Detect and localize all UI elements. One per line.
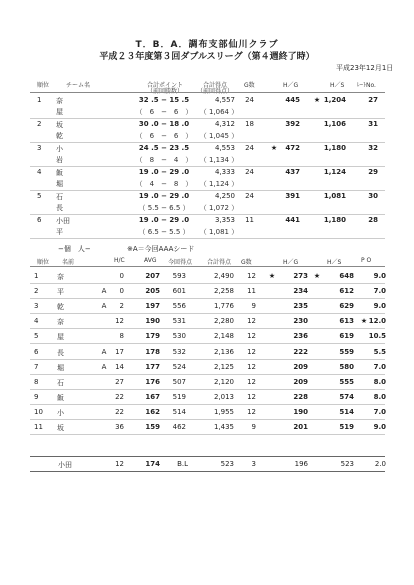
player-this-score: 524 — [172, 362, 186, 371]
player-total: 2,013 — [213, 392, 234, 401]
summary-row — [30, 456, 385, 472]
team-points: 24 .5 − 23 .5 — [138, 144, 190, 152]
player-avg: 167 — [145, 392, 160, 401]
col-rank-header: 順位 — [37, 82, 50, 89]
ind-col-total-header: 合計得点 — [207, 259, 232, 266]
team-games: 24 — [245, 168, 254, 176]
team-row-divider — [30, 142, 385, 143]
player-hg: 236 — [293, 332, 308, 341]
player-rank: 5 — [34, 332, 39, 341]
team-rate: 28 — [368, 216, 378, 224]
player-po: 12.0 — [368, 317, 386, 326]
player-rank: 2 — [34, 287, 39, 296]
team-prev-total: （ 1,134 ） — [199, 156, 239, 164]
player-row-divider — [30, 404, 385, 405]
page-title: T．B．A．調布支部仙川クラブ — [135, 40, 279, 50]
team-games: 18 — [245, 120, 254, 128]
team-player-2: 平 — [56, 228, 63, 236]
team-hg: 441 — [285, 216, 300, 224]
player-hs: 619 — [339, 332, 354, 341]
col-hg-header: H／G — [283, 82, 299, 89]
player-avg: 159 — [145, 423, 160, 431]
player-name: 長 — [57, 348, 64, 357]
team-rank: 4 — [37, 168, 42, 176]
page-subtitle: 平成２３年度第３回ダブルスリーグ（第４週終了時） — [99, 52, 315, 62]
player-hc: 14 — [115, 362, 124, 371]
team-games: 24 — [245, 192, 254, 200]
team-prev-total: （ 1,072 ） — [199, 204, 239, 212]
player-hs: 580 — [339, 362, 354, 371]
team-hs: 1,106 — [323, 120, 346, 128]
player-po: 9.0 — [373, 302, 386, 311]
player-hs-star: ★ — [313, 272, 321, 280]
player-hg: 222 — [293, 347, 308, 356]
team-total: 4,553 — [214, 144, 235, 152]
team-prev-wins: （ 8 − 4 ） — [135, 156, 193, 164]
team-player-1: 小 — [56, 145, 63, 153]
player-row-divider — [30, 374, 385, 375]
ind-col-hs-header: H／S — [327, 259, 342, 266]
player-hg: 230 — [293, 317, 308, 326]
player-hg: 190 — [293, 407, 308, 416]
col-points-header: 合計ポイント — [147, 82, 184, 89]
team-row-divider — [30, 166, 385, 167]
team-row-divider — [30, 238, 385, 239]
player-hc: 2 — [119, 302, 124, 311]
team-rate: 29 — [368, 168, 378, 176]
ind-col-hc-header: H/C — [114, 257, 125, 264]
team-points: 19 .0 − 29 .0 — [138, 192, 190, 200]
player-row-divider — [30, 419, 385, 420]
player-hg: 235 — [293, 302, 308, 311]
player-total: 2,136 — [213, 347, 234, 356]
player-games: 11 — [247, 287, 256, 296]
player-name: 屋 — [57, 333, 64, 342]
team-player-2: 岩 — [56, 156, 63, 164]
team-prev-wins: （ 6 − 6 ） — [135, 108, 193, 116]
player-name: 平 — [57, 288, 64, 297]
team-hs: 1,180 — [323, 144, 346, 152]
team-hg: 472 — [285, 144, 300, 152]
player-avg: 205 — [145, 287, 160, 296]
player-games: 9 — [251, 423, 256, 431]
player-games: 12 — [247, 407, 256, 416]
ind-col-this-header: 今回得点 — [168, 259, 193, 266]
player-row-divider — [30, 389, 385, 390]
team-row-divider — [30, 190, 385, 191]
player-avg: 162 — [145, 407, 160, 416]
col-hs-header: H／S — [330, 82, 345, 89]
col-prev-wins-header: （前回勝数） — [147, 88, 184, 95]
player-seed: A — [101, 347, 107, 356]
team-games: 24 — [245, 144, 254, 152]
player-hs: 519 — [339, 423, 354, 431]
ind-col-avg-header: AVG — [144, 257, 157, 264]
player-games: 12 — [247, 362, 256, 371]
team-rate: 27 — [368, 96, 378, 104]
team-prev-total: （ 1,045 ） — [199, 132, 239, 140]
player-rank: 3 — [34, 302, 39, 311]
player-seed: A — [101, 287, 107, 296]
player-total: 2,280 — [213, 317, 234, 326]
player-hc: 8 — [119, 332, 124, 341]
player-hg: 228 — [293, 392, 308, 401]
player-avg: 176 — [145, 377, 160, 386]
player-po: 7.0 — [373, 287, 386, 296]
team-rank: 1 — [37, 96, 42, 104]
team-rate: 31 — [368, 120, 378, 128]
player-this-score: 556 — [172, 302, 186, 311]
player-po: 7.0 — [373, 407, 386, 416]
team-prev-total: （ 1,081 ） — [199, 228, 239, 236]
col-total-header: 合計得点 — [203, 82, 228, 89]
player-rank: 11 — [34, 423, 43, 431]
player-po: 9.0 — [373, 423, 386, 431]
team-total: 4,312 — [214, 120, 235, 128]
player-avg: 177 — [145, 362, 160, 371]
player-this-score: 530 — [172, 332, 186, 341]
player-this-score: 507 — [172, 377, 186, 386]
col-games-header: G数 — [244, 82, 255, 89]
player-hs: 555 — [339, 377, 354, 386]
player-name: 堀 — [57, 363, 64, 372]
player-total: 2,258 — [213, 287, 234, 296]
player-this-score: 532 — [172, 347, 186, 356]
col-rate-header: ﾚｰﾄNo. — [357, 82, 376, 89]
ind-col-hg-header: H／G — [283, 259, 299, 266]
player-this-score: 519 — [172, 392, 186, 401]
summary-avg: 174 — [145, 460, 160, 468]
player-hg: 201 — [293, 423, 308, 431]
player-rank: 4 — [34, 317, 39, 326]
team-row-divider — [30, 118, 385, 119]
team-player-2: 乾 — [56, 132, 63, 140]
team-hg: 391 — [285, 192, 300, 200]
summary-this: B.L — [177, 460, 188, 468]
player-po: 8.0 — [373, 392, 386, 401]
player-this-score: 531 — [172, 317, 186, 326]
team-games: 24 — [245, 96, 254, 104]
player-hc: 27 — [115, 377, 124, 386]
player-name: 奈 — [57, 273, 64, 281]
player-hc: 22 — [115, 392, 124, 401]
team-player-2: 堀 — [56, 180, 63, 188]
team-prev-total: （ 1,124 ） — [199, 180, 239, 188]
team-player-1: 飯 — [56, 169, 63, 177]
player-this-score: 593 — [172, 272, 186, 280]
player-total: 2,148 — [213, 332, 234, 341]
player-po: 10.5 — [368, 332, 386, 341]
player-total: 1,955 — [213, 407, 234, 416]
player-name: 奈 — [57, 318, 64, 327]
player-hs: 612 — [339, 287, 354, 296]
col-prev-total-header: （前回得点） — [197, 88, 234, 95]
player-row-divider — [30, 343, 385, 344]
player-avg: 207 — [145, 272, 160, 280]
player-hg: 209 — [293, 377, 308, 386]
team-hs-star: ★ — [313, 96, 321, 104]
player-hs: 514 — [339, 407, 354, 416]
player-avg: 190 — [145, 317, 160, 326]
player-hs: 629 — [339, 302, 354, 311]
player-po: 5.5 — [373, 347, 386, 356]
player-this-score: 462 — [172, 423, 186, 431]
ind-col-rank-header: 順位 — [37, 259, 50, 266]
seed-note: ※A＝今回AAAシード — [127, 245, 195, 253]
player-hs: 574 — [339, 392, 354, 401]
team-total: 4,333 — [214, 168, 235, 176]
col-team-header: チーム名 — [66, 82, 91, 89]
team-player-1: 坂 — [56, 121, 63, 129]
summary-hg: 196 — [294, 460, 308, 468]
player-avg: 178 — [145, 347, 160, 356]
summary-name: 小田 — [58, 461, 72, 469]
player-po-star: ★ — [360, 317, 368, 326]
summary-po: 2.0 — [374, 460, 386, 468]
ind-col-games-header: G数 — [241, 259, 252, 266]
team-rank: 3 — [37, 144, 42, 152]
team-prev-total: （ 1,064 ） — [199, 108, 239, 116]
player-games: 12 — [247, 392, 256, 401]
player-total: 2,120 — [213, 377, 234, 386]
player-hs: 559 — [339, 347, 354, 356]
summary-total: 523 — [220, 460, 234, 468]
player-total: 1,776 — [213, 302, 234, 311]
player-hg: 234 — [293, 287, 308, 296]
player-rank: 6 — [34, 347, 39, 356]
player-name: 飯 — [57, 393, 64, 402]
player-hg-star: ★ — [268, 272, 276, 280]
team-total: 4,557 — [214, 96, 235, 104]
team-hg-star: ★ — [270, 144, 278, 152]
player-row-divider — [30, 359, 385, 360]
player-po: 9.0 — [373, 272, 386, 280]
team-total: 4,250 — [214, 192, 235, 200]
team-rate: 32 — [368, 144, 378, 152]
player-seed: A — [101, 302, 107, 311]
team-player-2: 長 — [56, 204, 63, 212]
team-hs: 1,124 — [323, 168, 346, 176]
player-name: 乾 — [57, 303, 64, 312]
player-this-score: 514 — [172, 407, 186, 416]
player-row-divider — [30, 434, 385, 435]
player-games: 12 — [247, 272, 256, 280]
player-hs: 613 — [339, 317, 354, 326]
ind-col-name-header: 名前 — [62, 259, 75, 266]
team-games: 11 — [245, 216, 254, 224]
player-total: 1,435 — [213, 423, 234, 431]
team-player-1: 石 — [56, 193, 63, 201]
player-name: 石 — [57, 378, 64, 387]
player-games: 12 — [247, 332, 256, 341]
team-rank: 6 — [37, 216, 42, 224]
team-player-1: 小田 — [56, 217, 70, 225]
team-hs: 1,204 — [323, 96, 346, 104]
team-rank: 5 — [37, 192, 42, 200]
team-rate: 30 — [368, 192, 378, 200]
player-hc: 0 — [119, 272, 124, 280]
team-rank: 2 — [37, 120, 42, 128]
ind-col-po-header: P O — [361, 257, 372, 264]
player-hg: 273 — [293, 272, 308, 280]
summary-hs: 523 — [340, 460, 354, 468]
team-prev-wins: （ 4 − 8 ） — [135, 180, 193, 188]
player-po: 8.0 — [373, 377, 386, 386]
team-player-1: 奈 — [56, 97, 63, 105]
player-games: 12 — [247, 347, 256, 356]
team-player-2: 屋 — [56, 108, 63, 116]
team-points: 32 .5 − 15 .5 — [138, 96, 190, 104]
team-prev-wins: （ 6.5 − 5.5 ） — [138, 228, 190, 236]
report-date: 平成23年12月1日 — [336, 64, 394, 72]
player-hc: 0 — [119, 287, 124, 296]
player-rank: 1 — [34, 272, 39, 280]
player-name: 坂 — [57, 424, 64, 432]
player-name: 小 — [57, 408, 64, 417]
team-total: 3,353 — [214, 216, 235, 224]
player-games: 12 — [247, 317, 256, 326]
player-hg: 209 — [293, 362, 308, 371]
player-avg: 197 — [145, 302, 160, 311]
player-rank: 10 — [34, 407, 43, 416]
summary-games: 3 — [251, 460, 256, 468]
player-hc: 22 — [115, 407, 124, 416]
team-points: 19 .0 − 29 .0 — [138, 168, 190, 176]
summary-hc: 12 — [115, 460, 124, 468]
player-total: 2,490 — [213, 272, 234, 280]
player-rank: 7 — [34, 362, 39, 371]
team-hs: 1,180 — [323, 216, 346, 224]
player-this-score: 601 — [172, 287, 186, 296]
team-hg: 445 — [285, 96, 300, 104]
player-seed: A — [101, 362, 107, 371]
player-rank: 9 — [34, 392, 39, 401]
player-row-divider — [30, 283, 385, 284]
team-hs: 1,081 — [323, 192, 346, 200]
player-row-divider — [30, 298, 385, 299]
team-points: 30 .0 − 18 .0 — [138, 120, 190, 128]
player-row-divider — [30, 328, 385, 329]
player-hs: 648 — [339, 272, 354, 280]
individual-section-label: −個 人− — [58, 245, 91, 253]
player-row-divider — [30, 313, 385, 314]
player-hc: 17 — [115, 347, 124, 356]
player-games: 9 — [251, 302, 256, 311]
player-hc: 12 — [115, 317, 124, 326]
player-avg: 179 — [145, 332, 160, 341]
player-total: 2,125 — [213, 362, 234, 371]
team-hg: 437 — [285, 168, 300, 176]
player-po: 7.0 — [373, 362, 386, 371]
team-hg: 392 — [285, 120, 300, 128]
team-prev-wins: （ 6 − 6 ） — [135, 132, 193, 140]
player-games: 12 — [247, 377, 256, 386]
team-prev-wins: （ 5.5 − 6.5 ） — [138, 204, 190, 212]
team-points: 19 .0 − 29 .0 — [138, 216, 190, 224]
team-row-divider — [30, 214, 385, 215]
player-hc: 36 — [115, 423, 124, 431]
player-rank: 8 — [34, 377, 39, 386]
